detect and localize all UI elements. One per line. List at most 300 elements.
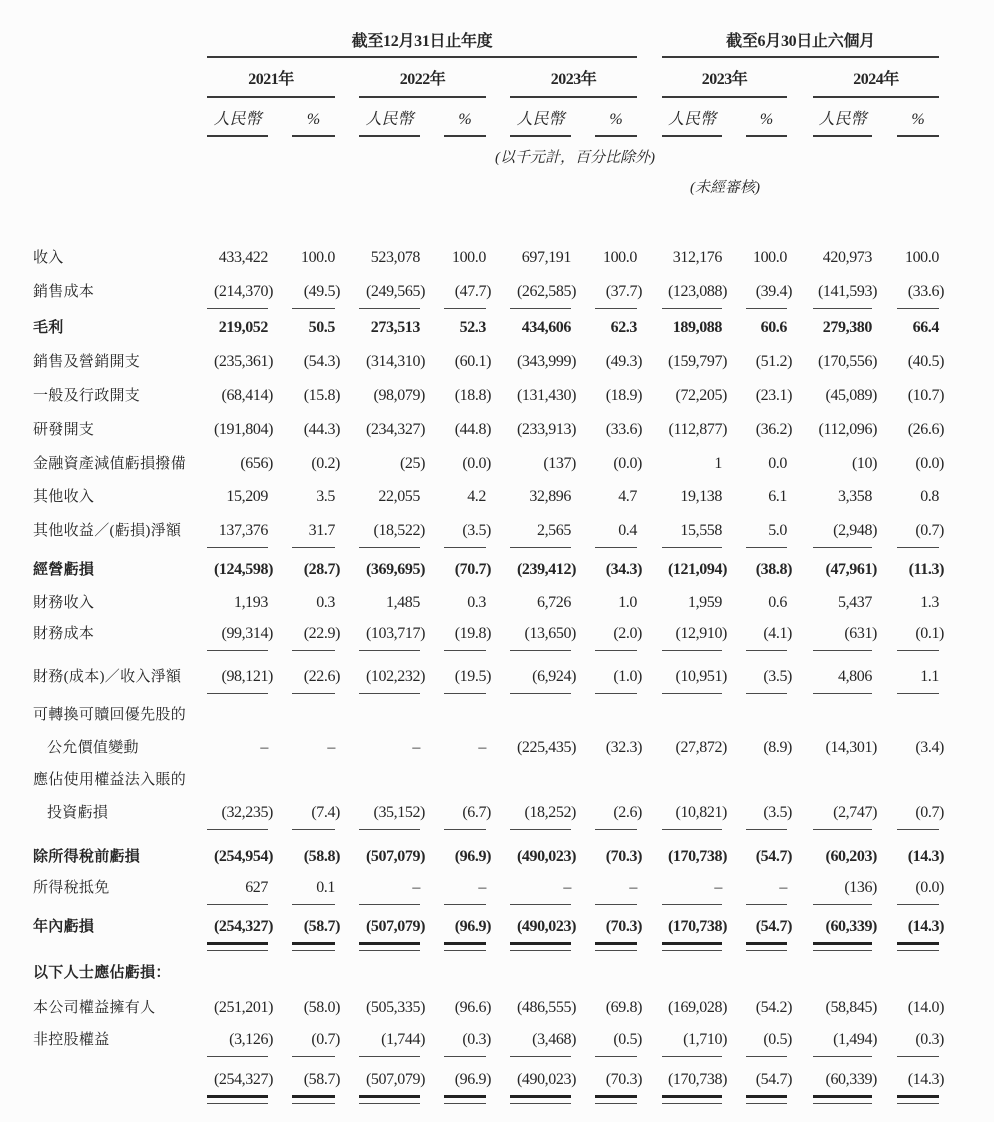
double-underline-thin <box>595 1103 637 1104</box>
cell-h1-2023-rmb <box>638 419 727 441</box>
cell-value: 1,193 <box>233 594 268 611</box>
cell-value: (251,201) <box>213 999 273 1016</box>
cell-h1-2023-pct <box>722 846 792 868</box>
cell-value: 3,358 <box>837 488 872 505</box>
cell-value: (23.1) <box>755 387 792 404</box>
cell-value: (3.4) <box>915 739 944 756</box>
cell-fy2022-pct <box>420 1029 491 1051</box>
underline <box>662 1056 722 1057</box>
cell-h1-2023-rmb <box>638 317 722 339</box>
cell-value: (0.3) <box>915 1031 944 1048</box>
cell-value: (1,710) <box>683 1031 727 1048</box>
cell-value: (631) <box>844 625 877 642</box>
cell-value: (233,913) <box>516 421 576 438</box>
cell-value: (490,023) <box>516 848 576 865</box>
cell-value: (96.6) <box>454 999 491 1016</box>
cell-fy2021-rmb <box>183 1029 273 1051</box>
cell-fy2023-pct <box>571 737 642 759</box>
cell-value: (169,028) <box>667 999 727 1016</box>
cell-fy2022-pct <box>420 453 491 475</box>
cell-value: (369,695) <box>365 561 425 578</box>
cell-fy2021-pct <box>268 486 335 508</box>
cell-value: 100.0 <box>904 249 939 266</box>
cell-fy2022-rmb <box>335 666 425 688</box>
cell-value: (22.6) <box>303 668 340 685</box>
cell-value: (262,585) <box>516 283 576 300</box>
underline <box>510 1056 571 1057</box>
cell-value: – <box>714 879 722 896</box>
cell-h1-2024-rmb <box>789 486 872 508</box>
cell-value: (0.0) <box>915 879 944 896</box>
cell-fy2021-pct <box>268 666 340 688</box>
cell-fy2023-pct <box>571 846 642 868</box>
cell-fy2023-rmb <box>486 666 576 688</box>
cell-h1-2024-rmb <box>789 317 872 339</box>
cell-h1-2023-rmb <box>638 737 727 759</box>
cell-fy2023-pct <box>571 623 642 645</box>
currency-header: 人民幣 <box>213 111 262 128</box>
cell-value: (3.5) <box>462 522 491 539</box>
cell-fy2021-pct <box>268 419 340 441</box>
row-label: 年內虧損 <box>33 919 95 935</box>
cell-h1-2023-rmb <box>638 846 727 868</box>
cell-h1-2023-pct <box>722 877 787 899</box>
underline <box>207 650 268 651</box>
double-underline-thick <box>813 1095 872 1098</box>
cell-value: (3,468) <box>532 1031 576 1048</box>
cell-value: (96.9) <box>454 848 491 865</box>
double-underline-thin <box>292 950 335 951</box>
cell-value: 4,806 <box>837 668 872 685</box>
cell-value: 15,209 <box>226 488 268 505</box>
cell-fy2021-rmb <box>183 916 273 938</box>
underline <box>662 547 722 548</box>
cell-fy2023-pct <box>571 453 642 475</box>
underline <box>207 1056 268 1057</box>
cell-value: (1,494) <box>833 1031 877 1048</box>
cell-fy2023-pct <box>571 592 637 614</box>
underline <box>813 308 872 309</box>
underline <box>292 1056 335 1057</box>
cell-value: (60.1) <box>454 353 491 370</box>
cell-value: (0.7) <box>915 522 944 539</box>
double-underline-thick <box>510 1095 571 1098</box>
cell-fy2022-pct <box>420 520 491 542</box>
cell-fy2023-pct <box>571 520 637 542</box>
cell-value: (2,747) <box>833 804 877 821</box>
cell-fy2022-pct <box>420 846 491 868</box>
double-underline-thick <box>444 942 486 945</box>
double-underline-thin <box>444 1103 486 1104</box>
cell-h1-2023-rmb <box>638 281 727 303</box>
underline <box>897 829 939 830</box>
double-underline-thick <box>359 942 420 945</box>
column-rule <box>595 135 637 137</box>
underline <box>813 693 872 694</box>
cell-value: (6.7) <box>462 804 491 821</box>
cell-value: (38.8) <box>755 561 792 578</box>
underline <box>595 904 637 905</box>
cell-value: (19.8) <box>454 625 491 642</box>
underline <box>292 829 335 830</box>
cell-fy2023-rmb <box>486 1029 576 1051</box>
cell-value: (191,804) <box>213 421 273 438</box>
cell-fy2021-rmb <box>183 592 268 614</box>
cell-value: (54.7) <box>755 848 792 865</box>
row-label: 財務(成本)／收入淨額 <box>33 669 182 685</box>
cell-fy2023-rmb <box>486 281 576 303</box>
cell-h1-2023-rmb <box>638 385 727 407</box>
cell-value: (19.5) <box>454 668 491 685</box>
cell-value: (18.9) <box>605 387 642 404</box>
cell-fy2022-rmb <box>335 997 425 1019</box>
underline <box>292 650 335 651</box>
cell-value: (314,310) <box>365 353 425 370</box>
cell-fy2021-rmb <box>183 419 273 441</box>
cell-value: (33.6) <box>907 283 944 300</box>
year-rule <box>662 96 787 98</box>
cell-value: (49.5) <box>303 283 340 300</box>
cell-value: – <box>563 879 571 896</box>
cell-h1-2023-pct <box>722 281 792 303</box>
column-rule <box>813 135 872 137</box>
underline <box>444 308 486 309</box>
cell-h1-2023-rmb <box>638 592 722 614</box>
cell-fy2022-rmb <box>335 486 420 508</box>
row-label: 其他收入 <box>33 489 95 505</box>
underline <box>444 904 486 905</box>
cell-value: (72,205) <box>675 387 727 404</box>
underline <box>897 904 939 905</box>
double-underline-thin <box>207 950 268 951</box>
cell-fy2023-rmb <box>486 623 576 645</box>
cell-h1-2023-rmb <box>638 802 727 824</box>
cell-value: 434,606 <box>521 319 571 336</box>
cell-h1-2024-pct <box>873 281 944 303</box>
cell-value: (35,152) <box>373 804 425 821</box>
cell-h1-2024-pct <box>873 666 939 688</box>
cell-value: (18,252) <box>524 804 576 821</box>
cell-value: 0.6 <box>768 594 787 611</box>
cell-value: (170,738) <box>667 848 727 865</box>
cell-fy2021-pct <box>268 623 340 645</box>
cell-value: (112,877) <box>668 421 727 438</box>
cell-fy2021-pct <box>268 592 335 614</box>
underline <box>595 547 637 548</box>
cell-h1-2024-rmb <box>789 802 877 824</box>
cell-fy2021-pct <box>268 247 335 269</box>
cell-value: – <box>478 879 486 896</box>
cell-fy2021-rmb <box>183 623 273 645</box>
cell-fy2022-pct <box>420 419 491 441</box>
cell-fy2021-pct <box>268 559 340 581</box>
underline <box>292 308 335 309</box>
interim-period-title: 截至6月30日止六個月 <box>726 33 875 50</box>
underline <box>444 829 486 830</box>
cell-value: (40.5) <box>907 353 944 370</box>
cell-fy2022-rmb <box>335 802 425 824</box>
cell-fy2021-rmb <box>183 1069 273 1091</box>
double-underline-thick <box>897 942 939 945</box>
column-rule <box>510 135 571 137</box>
cell-value: (14.0) <box>907 999 944 1016</box>
cell-fy2021-pct <box>268 997 340 1019</box>
cell-fy2022-rmb <box>335 623 425 645</box>
cell-value: (10,821) <box>675 804 727 821</box>
underline <box>207 693 268 694</box>
cell-h1-2023-pct <box>722 486 787 508</box>
cell-value: – <box>327 739 335 756</box>
cell-h1-2023-pct <box>722 559 792 581</box>
cell-value: 52.3 <box>459 319 486 336</box>
row-label: 銷售及營銷開支 <box>33 354 141 370</box>
cell-fy2023-pct <box>571 385 642 407</box>
cell-value: (0.0) <box>462 455 491 472</box>
cell-value: (214,370) <box>213 283 273 300</box>
cell-value: 697,191 <box>521 249 571 266</box>
underline <box>595 829 637 830</box>
column-rule <box>897 135 939 137</box>
row-label: 公允價值變動 <box>47 740 139 756</box>
double-underline-thin <box>813 950 872 951</box>
currency-header: 人民幣 <box>365 111 414 128</box>
cell-fy2022-rmb <box>335 737 420 759</box>
cell-value: (70.3) <box>605 1071 642 1088</box>
double-underline-thick <box>207 942 268 945</box>
cell-fy2022-pct <box>420 802 491 824</box>
underline <box>207 308 268 309</box>
cell-value: (102,232) <box>365 668 425 685</box>
double-underline-thick <box>813 942 872 945</box>
cell-value: (14.3) <box>907 918 944 935</box>
cell-fy2023-rmb <box>486 877 571 899</box>
cell-value: (14.3) <box>907 848 944 865</box>
cell-fy2023-rmb <box>486 846 576 868</box>
underline <box>444 693 486 694</box>
cell-value: (13,650) <box>524 625 576 642</box>
double-underline-thin <box>359 1103 420 1104</box>
cell-value: 523,078 <box>370 249 420 266</box>
cell-value: (54.3) <box>303 353 340 370</box>
cell-value: (44.8) <box>454 421 491 438</box>
cell-fy2023-pct <box>571 877 637 899</box>
column-rule <box>444 135 486 137</box>
row-label: 一般及行政開支 <box>33 388 141 404</box>
cell-value: (490,023) <box>516 1071 576 1088</box>
double-underline-thin <box>292 1103 335 1104</box>
cell-value: 66.4 <box>912 319 939 336</box>
percent-header: % <box>911 111 925 128</box>
cell-h1-2023-rmb <box>638 916 727 938</box>
underline <box>897 650 939 651</box>
cell-value: 1,959 <box>687 594 722 611</box>
row-label: 銷售成本 <box>33 284 95 300</box>
cell-value: (14,301) <box>825 739 877 756</box>
cell-h1-2024-pct <box>873 486 939 508</box>
cell-value: (3,126) <box>229 1031 273 1048</box>
year-header-h1-2023: 2023年 <box>701 71 748 88</box>
cell-value: – <box>478 739 486 756</box>
cell-value: (60,339) <box>825 1071 877 1088</box>
cell-value: (3.5) <box>763 668 792 685</box>
cell-value: 50.5 <box>308 319 335 336</box>
cell-fy2023-pct <box>571 666 642 688</box>
cell-h1-2024-pct <box>873 419 944 441</box>
cell-fy2023-pct <box>571 1029 642 1051</box>
cell-value: 1.0 <box>618 594 637 611</box>
cell-fy2022-pct <box>420 877 486 899</box>
underline <box>292 693 335 694</box>
cell-fy2023-pct <box>571 317 637 339</box>
cell-value: (234,327) <box>365 421 425 438</box>
cell-value: (37.7) <box>605 283 642 300</box>
cell-value: (0.5) <box>613 1031 642 1048</box>
cell-h1-2023-pct <box>722 1069 792 1091</box>
cell-fy2021-pct <box>268 846 340 868</box>
unaudited-note: (未經審核) <box>690 180 760 196</box>
cell-h1-2023-pct <box>722 997 792 1019</box>
currency-header: 人民幣 <box>667 111 716 128</box>
cell-h1-2023-pct <box>722 317 787 339</box>
row-label: 收入 <box>33 250 64 266</box>
cell-value: 4.2 <box>467 488 486 505</box>
underline <box>207 829 268 830</box>
cell-fy2023-pct <box>571 916 642 938</box>
cell-h1-2024-pct <box>873 351 944 373</box>
row-label: 財務成本 <box>33 626 95 642</box>
cell-fy2022-pct <box>420 281 491 303</box>
percent-header: % <box>306 111 321 128</box>
cell-fy2023-pct <box>571 1069 642 1091</box>
row-label: 以下人士應佔虧損： <box>33 965 171 981</box>
cell-value: (0.7) <box>915 804 944 821</box>
cell-value: (58.8) <box>303 848 340 865</box>
interim-period-rule <box>662 56 939 58</box>
cell-value: (131,430) <box>516 387 576 404</box>
double-underline-thin <box>444 950 486 951</box>
cell-value: 62.3 <box>610 319 637 336</box>
cell-h1-2024-rmb <box>789 916 877 938</box>
cell-fy2023-rmb <box>486 737 576 759</box>
row-label: 非控股權益 <box>33 1032 110 1048</box>
double-underline-thin <box>207 1103 268 1104</box>
cell-value: 4.7 <box>618 488 637 505</box>
cell-value: (2,948) <box>833 522 877 539</box>
cell-h1-2023-rmb <box>638 666 727 688</box>
cell-h1-2024-rmb <box>789 351 877 373</box>
column-rule <box>746 135 787 137</box>
cell-fy2022-rmb <box>335 592 420 614</box>
cell-h1-2023-pct <box>722 1029 792 1051</box>
cell-value: (249,565) <box>365 283 425 300</box>
cell-h1-2023-rmb <box>638 559 727 581</box>
cell-value: 1,485 <box>385 594 420 611</box>
cell-value: (141,593) <box>817 283 877 300</box>
cell-value: 15,558 <box>680 522 722 539</box>
cell-fy2023-pct <box>571 419 642 441</box>
cell-value: 6.1 <box>768 488 787 505</box>
cell-h1-2023-rmb <box>638 453 722 475</box>
cell-h1-2024-rmb <box>789 846 877 868</box>
cell-fy2022-rmb <box>335 1029 425 1051</box>
cell-h1-2024-rmb <box>789 1029 877 1051</box>
cell-value: (45,089) <box>825 387 877 404</box>
cell-h1-2024-pct <box>873 592 939 614</box>
double-underline-thick <box>207 1095 268 1098</box>
cell-value: (32,235) <box>221 804 273 821</box>
cell-fy2021-pct <box>268 737 335 759</box>
cell-value: 0.0 <box>768 455 787 472</box>
cell-value: 3.5 <box>316 488 335 505</box>
cell-value: (68,414) <box>221 387 273 404</box>
cell-h1-2024-pct <box>873 247 939 269</box>
cell-value: (98,079) <box>373 387 425 404</box>
cell-value: (486,555) <box>516 999 576 1016</box>
cell-h1-2023-rmb <box>638 247 722 269</box>
double-underline-thick <box>595 1095 637 1098</box>
cell-h1-2023-pct <box>722 666 792 688</box>
cell-fy2021-rmb <box>183 281 273 303</box>
cell-value: 0.3 <box>467 594 486 611</box>
cell-fy2022-pct <box>420 592 486 614</box>
cell-value: (47.7) <box>454 283 491 300</box>
cell-fy2021-pct <box>268 351 340 373</box>
cell-fy2023-rmb <box>486 592 571 614</box>
double-underline-thin <box>359 950 420 951</box>
underline <box>510 829 571 830</box>
underline <box>359 650 420 651</box>
cell-fy2022-rmb <box>335 1069 425 1091</box>
cell-value: (36.2) <box>755 421 792 438</box>
cell-value: (124,598) <box>213 561 273 578</box>
underline <box>359 547 420 548</box>
underline <box>510 904 571 905</box>
cell-fy2023-rmb <box>486 1069 576 1091</box>
cell-value: 420,973 <box>822 249 872 266</box>
cell-h1-2023-rmb <box>638 623 727 645</box>
cell-fy2022-pct <box>420 916 491 938</box>
underline <box>662 904 722 905</box>
cell-value: (2.0) <box>613 625 642 642</box>
cell-value: (0.0) <box>613 455 642 472</box>
column-rule <box>292 135 335 137</box>
underline <box>595 650 637 651</box>
underline <box>813 1056 872 1057</box>
cell-fy2022-pct <box>420 1069 491 1091</box>
cell-value: (112,096) <box>818 421 877 438</box>
cell-value: (32.3) <box>605 739 642 756</box>
unit-note: (以千元計，百分比除外) <box>495 150 655 166</box>
cell-value: – <box>260 739 268 756</box>
cell-value: (490,023) <box>516 918 576 935</box>
cell-fy2023-rmb <box>486 559 576 581</box>
underline <box>813 547 872 548</box>
underline <box>510 693 571 694</box>
double-underline-thin <box>897 1103 939 1104</box>
cell-value: 137,376 <box>218 522 268 539</box>
underline <box>897 308 939 309</box>
cell-value: (96.9) <box>454 918 491 935</box>
underline <box>897 547 939 548</box>
cell-fy2022-rmb <box>335 916 425 938</box>
cell-fy2023-pct <box>571 247 637 269</box>
cell-value: 273,513 <box>370 319 420 336</box>
cell-h1-2023-pct <box>722 385 792 407</box>
cell-fy2022-rmb <box>335 520 425 542</box>
double-underline-thick <box>746 942 787 945</box>
cell-value: (10) <box>851 455 877 472</box>
double-underline-thin <box>662 1103 722 1104</box>
